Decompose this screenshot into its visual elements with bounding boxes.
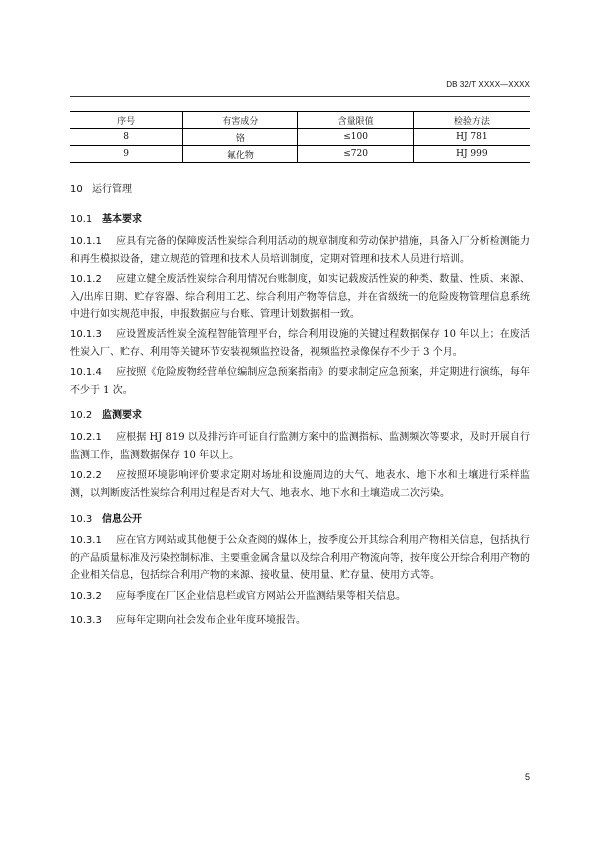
clause-number: 10.1.3	[70, 329, 102, 340]
clause-10-1-3	[70, 326, 530, 361]
clause-text: 应具有完备的保障废活性炭综合利用活动的规章制度和劳动保护措施，具备入厂分析检测能力和再生模拟设备，建立规范的管理和技术人员培训制度，定期对管理和技术人员进行培训。	[70, 236, 530, 265]
cell-component: 铬	[183, 129, 298, 146]
section-heading-10	[70, 180, 132, 195]
table-row	[70, 146, 530, 163]
clause-10-1-1	[70, 233, 530, 268]
clause-10-2-2	[70, 467, 530, 502]
clause-number: 10.2.1	[70, 432, 102, 443]
subsection-title: 监测要求	[102, 410, 142, 421]
clause-number: 10.3.2	[70, 591, 102, 602]
header-divider	[70, 96, 530, 97]
column-header-index: 序号	[70, 112, 183, 129]
clause-10-3-2	[70, 588, 530, 606]
cell-limit: ≤100	[298, 129, 413, 146]
column-header-component: 有害成分	[183, 112, 298, 129]
clause-number: 10.1.1	[70, 236, 102, 247]
clause-number: 10.3.1	[70, 535, 102, 546]
subsection-number: 10.1	[70, 214, 93, 225]
subsection-number: 10.2	[70, 410, 93, 421]
clause-10-3-3	[70, 612, 530, 630]
clause-10-1-4	[70, 364, 530, 399]
clause-text: 应按照环境影响评价要求定期对场址和设施周边的大气、地表水、地下水和土壤进行采样监测，以判断废活性炭综合利用过程是否对大气、地表水、地下水和土壤造成二次污染。	[70, 470, 530, 499]
clause-number: 10.1.4	[70, 367, 102, 378]
subsection-number: 10.3	[70, 514, 93, 525]
cell-method: HJ 999	[413, 146, 530, 163]
clause-text: 应建立健全废活性炭综合利用情况台账制度，如实记载废活性炭的种类、数量、性质、来源、入/出库日期、贮存容器、综合利用工艺、综合利用产物等信息，并在省级统一的危险废物管理信息系统中进行如实规范申报，申报数据应与台账、管理计划数据相一致。	[70, 274, 530, 320]
subsection-title: 基本要求	[102, 214, 142, 225]
subsection-heading-10-2	[70, 406, 142, 421]
hazardous-components-table	[70, 111, 530, 163]
section-title: 运行管理	[92, 184, 132, 195]
subsection-heading-10-3	[70, 510, 142, 525]
clause-text: 应在官方网站或其他便于公众查阅的媒体上，按季度公开其综合利用产物相关信息，包括执行的产品质量标准及污染控制标准、主要重金属含量以及综合利用产物流向等，按年度公开综合利用产物的企业相关信息，包括综合利用产物的来源、接收量、使用量、贮存量、使用方式等。	[70, 535, 530, 581]
clause-10-1-2	[70, 271, 530, 324]
column-header-limit: 含量限值	[298, 112, 413, 129]
cell-component: 氟化物	[183, 146, 298, 163]
table-row	[70, 129, 530, 146]
cell-index: 8	[70, 129, 183, 146]
cell-index: 9	[70, 146, 183, 163]
clause-text: 应设置废活性炭全流程智能管理平台，综合利用设施的关键过程数据保存 10 年以上；在废活性炭入厂、贮存、利用等关键环节安装视频监控设备，视频监控录像保存不少于 3 个月。	[70, 329, 530, 358]
clause-text: 应按照《危险废物经营单位编制应急预案指南》的要求制定应急预案，并定期进行演练，每年不少于 1 次。	[70, 367, 530, 396]
clause-text: 应根据 HJ 819 以及排污许可证自行监测方案中的监测指标、监测频次等要求，及时开展自行监测工作，监测数据保存 10 年以上。	[70, 432, 530, 461]
document-code: DB 32/T XXXX—XXXX	[446, 80, 530, 89]
page-number: 5	[524, 772, 530, 782]
clause-text: 应每年定期向社会发布企业年度环境报告。	[116, 615, 306, 626]
clause-number: 10.2.2	[70, 470, 102, 481]
column-header-method: 检验方法	[413, 112, 530, 129]
subsection-heading-10-1	[70, 210, 142, 225]
clause-number: 10.1.2	[70, 274, 102, 285]
subsection-title: 信息公开	[102, 514, 142, 525]
table-header-row	[70, 112, 530, 129]
clause-number: 10.3.3	[70, 615, 102, 626]
section-number: 10	[70, 184, 83, 195]
clause-text: 应每季度在厂区企业信息栏或官方网站公开监测结果等相关信息。	[116, 591, 406, 602]
clause-10-2-1	[70, 429, 530, 464]
cell-method: HJ 781	[413, 129, 530, 146]
cell-limit: ≤720	[298, 146, 413, 163]
clause-10-3-1	[70, 532, 530, 585]
